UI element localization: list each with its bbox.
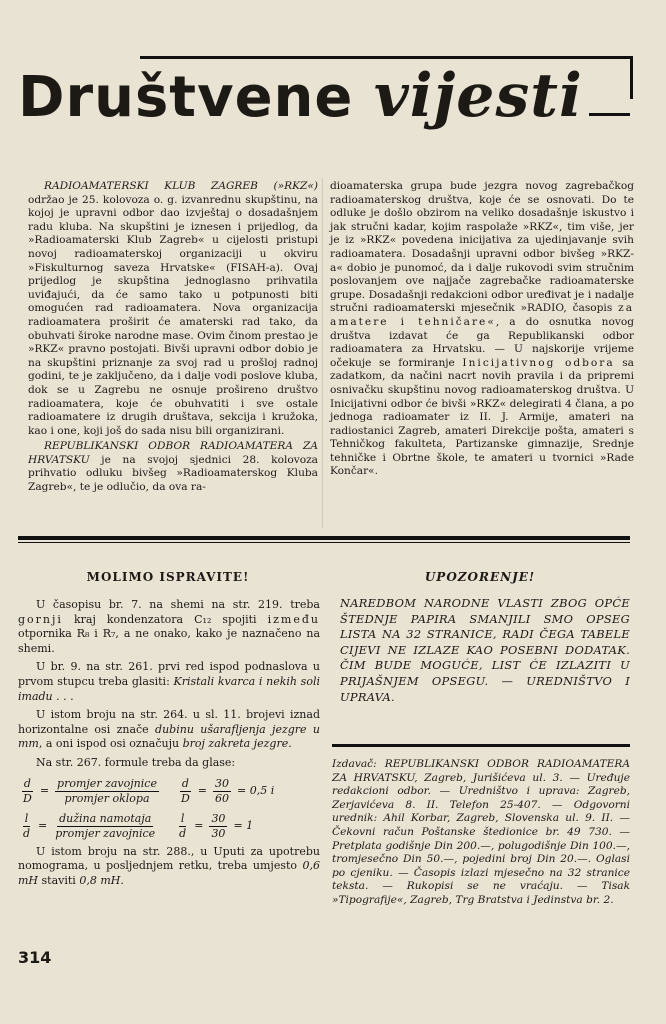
equals-sign: = (38, 818, 48, 832)
formula-2-mid (53, 812, 157, 841)
correction-5-b: staviti (38, 873, 80, 887)
formula-2-mid-den: promjer zavojnice (55, 826, 156, 840)
correction-2 (18, 660, 320, 704)
formula-2-val-num: 30 (211, 811, 226, 825)
formula-2-rhs (177, 812, 188, 841)
correction-1-b: kraj kondenzatora C₁₂ spojiti (62, 612, 268, 626)
equals-sign: = (197, 783, 207, 797)
correction-3 (18, 708, 320, 752)
formula-1-rhs-den: D (180, 791, 190, 805)
title-plain: Društvene (18, 65, 354, 130)
formula-2-lhs-num: l (24, 811, 29, 825)
formula-2-mid-num: dužina namotaja (59, 811, 152, 825)
correction-3-b: , a oni ispod osi označuju (38, 737, 183, 751)
formula-1-lhs-num: d (23, 776, 31, 790)
committee-name: REPUBLIKANSKI ODBOR RADIOAMATERA ZA HRVATSKU (28, 440, 318, 466)
formula-2-rhs-den: d (179, 826, 187, 840)
correction-2-italic: Kristali kvarca i nekih soli imadu . . . (18, 674, 320, 703)
formula-1-mid-num: promjer zavojnice (57, 776, 157, 790)
equals-sign: = (194, 818, 204, 832)
formula-2-val (209, 812, 227, 841)
formula-2 (18, 812, 320, 841)
page-title (18, 61, 589, 131)
article-paragraph-2 (28, 440, 318, 494)
warning-body: NAREDBOM NARODNE VLASTI ZBOG OPĆE ŠTEDNJE PAPIRA SMANJILI SMO OPSEG LISTA NA 32 STRANICE, RADI ČEGA TABELE CIJEVI NE IZLAZE KAO POSEBNI DODATAK. ČIM BUDE MOGUĆE, LIST ĆE IZLAZITI U PRIJAŠNJEM OPSEGU. — UREDNIŠTVO I UPRAVA. (340, 596, 630, 704)
formula-2-lhs (21, 812, 32, 841)
article-paragraph-1 (28, 180, 318, 438)
formula-2-result: = 1 (233, 818, 254, 832)
formula-1-result: = 0,5 i (237, 783, 275, 797)
correction-1-c: otpornika R₈ i R₇, a ne onako, kako je naznačeno na shemi. (18, 627, 320, 655)
formula-1-rhs (179, 777, 192, 806)
correction-3-italic-1: dubinu ušarafljenja jezgre u mm (18, 722, 320, 751)
formula-1-val-num: 30 (215, 776, 229, 790)
correction-3-italic-2: broj zakreta jezgre. (182, 737, 292, 751)
impressum: Izdavač: REPUBLIKANSKI ODBOR RADIOAMATERA ZA HRVATSKU, Zagreb, Jurišićeva ul. 3. — Uređuje redakcioni odbor. — Uredništvo i uprava: Zagreb, Zerjavićeva 8. II. Telefon 25-407. — Odgovorni urednik: Ahil Korbar, Zagreb, Slovenska ul. 9. II. — Čekovni račun Poštanske štedionice br. 49 730. — Pretplata godišnje Din 200.—, polugodišnje Din 100.—, tromjesečno Din 50.—, pojedini broj Din 20.—. Oglasi po cjeniku. — Časopis izlazi mjesečno na 32 stranice teksta. — Rukopisi se ne vraćaju. — Tisak »Tipografije«, Zagreb, Trg Bratstva i Jedinstva br. 2. (332, 758, 630, 906)
corrections-title: MOLIMO ISPRAVITE! (86, 570, 250, 584)
correction-3-a: U istom broju na str. 264. u sl. 11. brojevi iznad horizontalne osi znače (18, 708, 320, 736)
section-rule-thin (18, 542, 630, 543)
formula-1 (18, 777, 320, 806)
formula-1-lhs-den: D (23, 791, 32, 805)
column-divider (322, 178, 323, 528)
correction-1-spaced-2: između (267, 612, 320, 626)
article-column-left (28, 180, 318, 495)
page-number: 314 (18, 948, 52, 967)
article-text-5: sa zadatkom, da načini nacrt novih pravila i da pripremi osnivačku skupštinu novog radioamaterskog društva. U Inicijativni odbor će bivši »RKZ« delegirati 4 člana, a po jednoga radioamater iz II. J. Armije, amateri na radiostanici Zagreb, amateri Direkcije pošta, amateri s Tehničkog fakulteta, Partizanske gimnazije, Srednje tehničke i Obrtne škole, te amateri u tvornici »Rade Končar«. (330, 356, 635, 478)
correction-5 (18, 845, 320, 889)
article-text-3: dioamaterska grupa bude jezgra novog zagrebačkog radioamaterskog društva, koje će se osnovati. Do te odluke je došlo obzirom na veliko dosadašnje iskustvo i jak stručni kadar, kojim raspolaže »RKZ«, tim više, jer je iz »RKZ« povedena inicijativa za ujedinjavanje svih radioamatera. Dosadašnji upravni odbor bivšeg »RKZ-a« dobio je punomoć, da i dalje rukovodi svim stručnim poslovanjem ove najjače zagrebačke radioamaterske grupe. Dosadašnji redakcioni odbor uređivat je i nadalje stručni radioamaterski mjesečnik »RADIO, časopis (330, 180, 634, 315)
article-text-4: , a do osnutka novog društva izdavat će ga Republikanski odbor radioamatera za Hrvatsku. — U najskorije vrijeme očekuje se formiranje (330, 315, 634, 369)
correction-5-italic-1: 0,6 mH (18, 859, 320, 887)
formula-1-val (213, 777, 231, 806)
correction-4: Na str. 267. formule treba da glase: (36, 755, 236, 769)
formula-1-lhs (21, 777, 34, 806)
impressum-rule (332, 744, 630, 747)
title-italic: vijesti (373, 61, 583, 131)
article-text-2: je na svojoj sjednici 28. kolovoza prihvatio odluku bivšeg »Radioamaterskog Kluba Zagreb«, te je odlučio, da ova ra- (28, 453, 318, 494)
article-paragraph-3 (330, 180, 634, 479)
correction-1-a: U časopisu br. 7. na shemi na str. 219. treba (36, 598, 320, 611)
formula-1-mid-den: promjer oklopa (64, 791, 150, 805)
corrections-body (18, 598, 320, 892)
equals-sign: = (39, 783, 50, 797)
correction-2-a: U br. 9. na str. 261. prvi red ispod podnaslova u prvom stupcu treba glasiti: (18, 660, 320, 688)
spaced-text-1: za amatere i tehničare« (330, 302, 635, 328)
formula-2-rhs-num: l (180, 811, 185, 825)
formula-1-mid (55, 777, 159, 806)
correction-5-a: U istom broju na str. 288., u Uputi za upotrebu nomograma, u posljednjem retku, treba umjesto (18, 844, 320, 873)
article-column-right (330, 180, 634, 479)
correction-5-italic-2: 0,8 mH. (79, 873, 124, 887)
club-name: RADIOAMATERSKI KLUB ZAGREB (»RKZ«) (44, 180, 318, 192)
section-rule-thick (18, 536, 630, 540)
formula-2-lhs-den: d (23, 826, 31, 840)
formula-1-val-den: 60 (215, 791, 229, 805)
correction-1 (18, 598, 320, 656)
formula-2-val-den: 30 (211, 826, 226, 840)
warning-title: UPOZORENJE! (424, 570, 536, 584)
article-text-1: održao je 25. kolovoza o. g. izvanrednu skupštinu, na kojoj je upravni odbor dao izvještaj o dosadašnjem radu kluba. Na skupštini je iznesen i prijedlog, da »Radioamaterski Klub Zagreb« u cijelosti pristupi novoj radioamaterskoj organizaciji u okviru »Fiskulturnog saveza Hrvatske« (FISAH-a). Ovaj prijedlog je skupština jednoglasno prihvatila uviđajući, da će samo tako u potpunosti biti omogućen rad radioamatera. Nova organizacija radioamatera proširit će amaterski rad tako, da obuhvati široke narodne mase. Ovim činom prestao je »RKZ« pravno postojati. Bivši upravni odbor dobio je na skupštini priznanje za svoj rad u prošloj radnoj godini, te je zaključeno, da i dalje vodi poslove kluba, dok se u Zagrebu ne osnuje prošireno društvo radioamatera, koje će obuhvatiti i sve ostale radioamatere iz drugih društava, sekcija i kružoka, kao i one, koji još do sada nisu bili organizirani. (28, 193, 318, 437)
formula-1-rhs-num: d (181, 776, 189, 790)
correction-1-spaced-1: gornji (18, 612, 63, 626)
spaced-text-2: Inicijativnog odbora (462, 356, 615, 369)
